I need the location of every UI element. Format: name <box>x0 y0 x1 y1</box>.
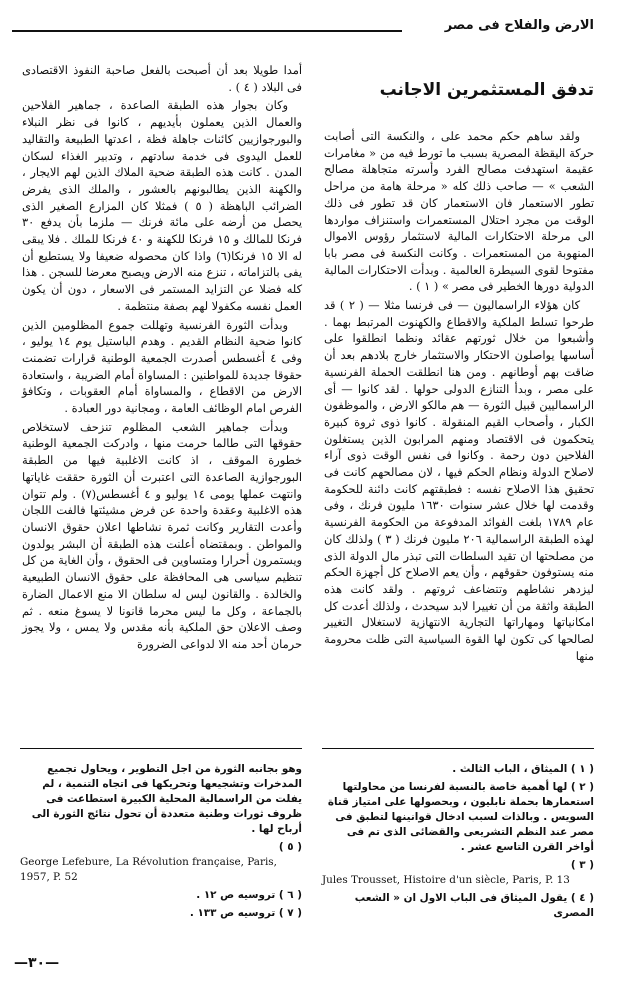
footnote-divider-right <box>322 748 594 749</box>
footnote-citation: George Lefebure, La Révolution française, Paris, 1957, P. 52 <box>20 856 277 883</box>
footnotes-right <box>322 762 594 924</box>
section-title: تدفق المستثمرين الاجانب <box>379 80 594 100</box>
paragraph: وبدأت الثورة الفرنسية وتهللت جموع المظلومين الذين كانوا ضحية النظام القديم . وهدم الباستيل يوم ١٤ يوليو ، وفى ٤ أغسطس أصدرت الجمعية الوطنية قرارات تضمنت حقوقا جديدة للمواطنين : المساواة أمام الضريبة ، واستعادة الارض من الاقطاع ، والمساواة أمام العقوبات ، وتكافؤ الفرص امام الوظائف العامة ، ومجانية دور العبادة . <box>22 317 303 416</box>
footnote-citation: Jules Trousset, Histoire d'un siècle, Paris, P. 13 <box>322 874 570 886</box>
footnote-number: ( ٥ ) <box>278 841 302 853</box>
footnote: ( ٧ ) تروسيه ص ١٣٣ . <box>189 907 302 919</box>
footnote: ( ٤ ) يقول الميثاق فى الباب الاول ان « الشعب المصرى <box>354 892 594 919</box>
running-title: الارض والفلاح فى مصر <box>444 18 594 33</box>
page-number: —٣٠— <box>14 955 60 971</box>
left-column <box>22 62 302 655</box>
footnote <box>20 840 302 885</box>
paragraph: وكان بجوار هذه الطبقة الصاعدة ، جماهير الفلاحين والعمال الذين يعملون بأيديهم ، كانوا فى نظر النبلاء والبورجوازيين كائنات جاهلة فظة ، اعدتها الطبيعة والتقاليد للعمل اليدوى فى خدمة سادتهم ، وتدبير الغذاء لسكان المدن . كانت هذه الطبقة ضحية الملاك الذين لهم الايجار ، والكهنة الذين يطالبونهم بالعشور ، والملك الذى يفرض الضرائب الباهظة ( ٥ ) فمثلا كان المزارع الصغير الذى يحصل من أرضه على مائة فرنك — ملزما بأن يدفع ٣٠ فرنكا للمالك و ١٥ فرنكا للكهنة و ٤٠ فرنكا للملك . فلا يبقى له الا ١٥ فرنكا(٦) واذا كان محصوله ضعيفا ولا يستطيع أن يفى بالتزاماته ، تنزع منه الارض ويصبح معرضا للسجن . هذا كله فضلا عن التزايد المستمر فى الاسعار ، دون أن يكون العمل نفسه مكفولا لهم بصفة منتظمة . <box>22 98 303 313</box>
header-rule <box>12 30 402 32</box>
footnote: وهو بجانبه الثورة من اجل التطوير ، ويحاول تجميع المدخرات وتشجيعها وتحريكها فى اتجاه التنمية ، لم يفلت من الراسمالية المحلية الكبيرة استطاعت فى ظروف ثورات وطنية متعددة أن تحول نتائج الثورة الى أرباح لها . <box>31 763 302 835</box>
paragraph: ولقد ساهم حكم محمد على ، والنكسة التى أصابت حركة اليقظة المصرية بسبب ما تورط فيه من « مغامرات عقيمة استهدفت مصالح الفرد وأسرته متجاهلة مصالح الشعب » — صاحب ذلك كله « مرحلة هامة من مراحل تطور الاستعمار فان الاستعمار كان قد تطور فى ذلك الوقت من مجرد احتلال المستعمرات واستنزاف مواردها الى مرحلة الاحتكارات المالية لاستثمار رؤوس الاموال المنهوبة من المستعمرات . وكانت النكسة فى مصر بابا مفتوحا لقوى السيطرة العالمية . وبدأت الاحتكارات المالية الدولية دورها الخطير فى مصر » ( ١ ) . <box>324 129 594 294</box>
paragraph: كان هؤلاء الراسماليون — فى فرنسا مثلا — ( ٢ ) قد طرحوا تسلط الملكية والاقطاع والكهنوت المرتبط بهما . وأشبعوا من خلال ثورتهم عقائد ونظما انطلقوا على أساسها يواصلون الاحتكار والاستثمار خارج بلادهم بعد أن ضاقت بهم أوطانهم . ومن هنا انطلقت الحملة الفرنسية على مصر ، وبدأ التنازع الدولى حولها . لقد كانوا — أى الراسماليين قبيل الثورة — هم مالكو الارض ، والموظفون الكبار ، وأصحاب القيم المنقولة . كانوا ذوى ثروة كبيرة يتحكمون فى الاقتصاد ومنهم المرابون الذين يستغلون الفلاحين دون رحمة . وكانوا فى نفس الوقت ذوى آراء لاصلاح الدولة ونظام الحكم فيها ، لان مصالحهم كانت فى تحقيق هذا الاصلاح نفسه : فطبقتهم كانت دائنة للحكومة وقدمت لها خلال عشر سنوات ١٦٣٠ مليون فرنك ، وفى عام ١٧٨٩ بلغت الفوائد المدفوعة من الحكومة الفرنسية لهذه الطبقة الراسمالية ٢٠٦ مليون فرنك ( ٣ ) ولذلك كان من مصلحتها ان تقيد السلطات التى تبذر مال الدولة الذى منه يستوفون حقوقهم ، وأن يعم الاصلاح كل أجهزة الحكم ليزدهر نشاطهم وتتضاعف ثروتهم . ولقد كانت هذه الطبقة واثقة من أن تغييرا لابد سيحدث ، ولذلك أعدت كل امكانياتها ومهاراتها التجارية الانتهازية لاستغلال التغيير لصالحها كى تكون لها القوة السياسية التى ظلت محرومة منها <box>324 298 594 663</box>
paragraph: أمدا طويلا بعد أن أصبحت بالفعل صاحبة النفوذ الاقتصادى فى البلاد ( ٤ ) . <box>22 63 302 94</box>
footnote: ( ٢ ) لها أهمية خاصة بالنسبة لفرنسا من محاولتها استعمارها بحملة نابليون ، وبحصولها على امتياز قناة السويس . وبالذات لسبب ادخال قوانينها لتطبق فى مصر عند النظم التشريعى والقضائى الذى تم فى أواخر القرن التاسع عشر . <box>327 781 594 853</box>
paragraph: وبدأت جماهير الشعب المظلوم تنزحف لاستخلاص حقوقها التى طالما حرمت منها ، وادركت الجمعية الوطنية خطورة الموقف ، اذ كانت الاغلبية فيها من الطبقة البورجوازية الصاعدة التى اعتبرت أن الثورة حققت غاياتها وانتهت عملها يومى ١٤ يوليو و ٤ أغسطس(٧) . ولم تتوان هذه الاغلبية وعقدة واحدة عن فرض مشيئتها فالفت اللجان وأعدت التقارير وكانت ثمرة نشاطها اعلان حقوق الانسان والمواطن . وبمقتضاه أعلنت هذه الطبقة أن البشر يولدون ويستمرون أحرارا ومتساوين فى الحقوق ، وأن الغاية من كل تنظيم سياسى هى المحافظة على حقوق الانسان الطبيعية والخالدة . والقانون ليس له سلطان الا منع الاعمال الضارة بالجماعة ، وكل ما ليس محرما قانونا لا يسوغ منعه . ثم وصف الاعلان حق الملكية بأنه مقدس ولا يمس ، ولا يجوز حرمان أحد منه الا لدواعى الضرورة <box>22 419 302 651</box>
footnote-number: ( ٣ ) <box>570 859 594 871</box>
footnote: ( ١ ) الميثاق ، الباب الثالث . <box>452 763 594 775</box>
footnote: ( ٦ ) تروسيه ص ١٢ . <box>196 889 302 901</box>
footnotes-left <box>20 762 302 924</box>
right-column <box>324 128 594 667</box>
footnote-divider-left <box>20 748 302 749</box>
footnote <box>322 858 594 888</box>
